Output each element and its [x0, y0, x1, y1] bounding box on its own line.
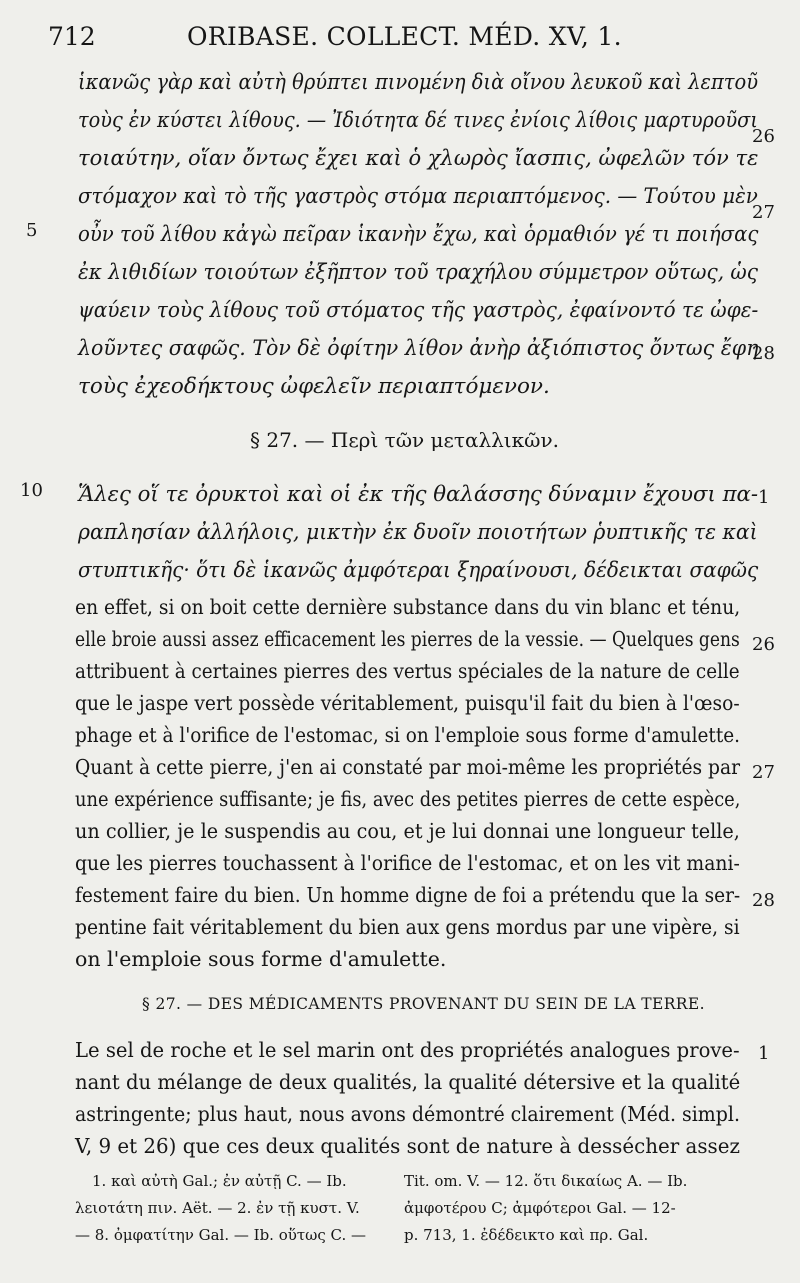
french-line: que le jaspe vert possède véritablement, puisqu'il fait du bien à l'œso-	[75, 691, 740, 715]
line-number: 26	[752, 634, 775, 655]
french-line: phage et à l'orifice de l'estomac, si on l'emploie sous forme d'amulette.	[75, 723, 741, 747]
french-line: V, 9 et 26) que ces deux qualités sont de nature à dessécher assez	[75, 1134, 740, 1158]
footnote-right-line: p. 713, 1. ἐδέδεικτο καὶ πρ. Gal.	[404, 1226, 649, 1244]
greek-line: τοὺς ἐχεοδήκτους ὠφελεῖν περιαπτόμενον.	[78, 374, 550, 399]
french-line: astringente; plus haut, nous avons démontré clairement (Méd. simpl.	[75, 1102, 740, 1126]
greek-line: ἱκανῶς γὰρ καὶ αὐτὴ θρύπτει πινομένη διὰ οἴνου λευκοῦ καὶ λεπτοῦ	[78, 70, 759, 95]
french-line: que les pierres touchassent à l'orifice de l'estomac, et on les vit mani-	[75, 851, 740, 875]
greek-line: ραπλησίαν ἀλλήλοις, μικτὴν ἐκ δυοῖν ποιοτήτων ῥυπτικῆς τε καὶ	[78, 520, 758, 545]
french-section-heading: § 27. — DES MÉDICAMENTS PROVENANT DU SEIN DE LA TERRE.	[142, 995, 705, 1013]
line-number: 1	[758, 1043, 770, 1064]
greek-line: λοῦντες σαφῶς. Τὸν δὲ ὀφίτην λίθον ἀνὴρ ἀξιόπιστος ὄντως ἔφη	[78, 336, 759, 361]
footnote-left-line: λειοτάτη πιν. Aët. — 2. ἐν τῇ κυστ. V.	[75, 1199, 360, 1217]
french-line: Le sel de roche et le sel marin ont des propriétés analogues prove-	[75, 1038, 740, 1062]
verse-number: 5	[26, 220, 38, 241]
greek-line: τοὺς ἐν κύστει λίθους. — Ἰδιότητα δέ τινες ἐνίοις λίθοις μαρτυροῦσι	[78, 108, 758, 133]
running-title: ORIBASE. COLLECT. MÉD. XV, 1.	[187, 22, 622, 51]
french-line: pentine fait véritablement du bien aux gens mordus par une vipère, si	[75, 915, 740, 939]
footnote-right-line: ἀμφοτέρου C; ἀμφότεροι Gal. — 12-	[404, 1199, 676, 1217]
greek-line: ψαύειν τοὺς λίθους τοῦ στόματος τῆς γαστρὸς, ἐφαίνοντό τε ὠφε-	[78, 298, 759, 323]
line-number: 1	[758, 487, 770, 508]
french-line: Quant à cette pierre, j'en ai constaté par moi-même les propriétés par	[75, 755, 741, 779]
line-number: 27	[752, 762, 775, 783]
greek-line: ἐκ λιθιδίων τοιούτων ἐξῆπτον τοῦ τραχήλου σύμμετρον οὕτως, ὡς	[78, 260, 758, 285]
greek-line: Ἅλες οἵ τε ὀρυκτοὶ καὶ οἱ ἐκ τῆς θαλάσσης δύναμιν ἔχουσι πα-	[78, 482, 759, 507]
footnote-left-line: — 8. ὀμφατίτην Gal. — Ib. οὕτως C. —	[75, 1226, 367, 1244]
line-number: 28	[752, 890, 775, 911]
french-line: festement faire du bien. Un homme digne de foi a prétendu que la ser-	[75, 883, 741, 907]
line-number: 26	[752, 126, 775, 147]
greek-section-heading: § 27. — Περὶ τῶν μεταλλικῶν.	[250, 428, 559, 452]
verse-number: 10	[20, 480, 43, 501]
french-line: un collier, je le suspendis au cou, et je lui donnai une longueur telle,	[75, 819, 740, 843]
french-line: attribuent à certaines pierres des vertus spéciales de la nature de celle	[75, 659, 740, 683]
line-number: 27	[752, 202, 775, 223]
footnote-left-line: 1. καὶ αὐτὴ Gal.; ἐν αὐτῇ C. — Ib.	[92, 1172, 347, 1190]
french-line: une expérience suffisante; je fis, avec des petites pierres de cette espèce,	[75, 787, 741, 811]
french-line: on l'emploie sous forme d'amulette.	[75, 947, 447, 971]
line-number: 28	[752, 343, 775, 364]
french-line: elle broie aussi assez efficacement les pierres de la vessie. — Quelques gens	[75, 627, 740, 651]
greek-line: οὖν τοῦ λίθου κἀγὼ πεῖραν ἱκανὴν ἔχω, καὶ ὁρμαθιόν γέ τι ποιήσας	[78, 222, 759, 247]
french-line: nant du mélange de deux qualités, la qualité détersive et la qualité	[75, 1070, 741, 1094]
greek-line: τοιαύτην, οἵαν ὄντως ἔχει καὶ ὁ χλωρὸς ἴασπις, ὠφελῶν τόν τε	[78, 146, 759, 171]
page-number: 712	[48, 22, 96, 51]
footnote-right-line: Tit. om. V. — 12. ὅτι δικαίως A. — Ib.	[404, 1172, 688, 1190]
french-line: en effet, si on boit cette dernière substance dans du vin blanc et ténu,	[75, 595, 741, 619]
greek-line: στυπτικῆς· ὅτι δὲ ἱκανῶς ἀμφότεραι ξηραίνουσι, δέδεικται σαφῶς	[78, 558, 759, 583]
greek-line: στόμαχον καὶ τὸ τῆς γαστρὸς στόμα περιαπτόμενος. — Τούτου μὲν	[78, 184, 758, 209]
